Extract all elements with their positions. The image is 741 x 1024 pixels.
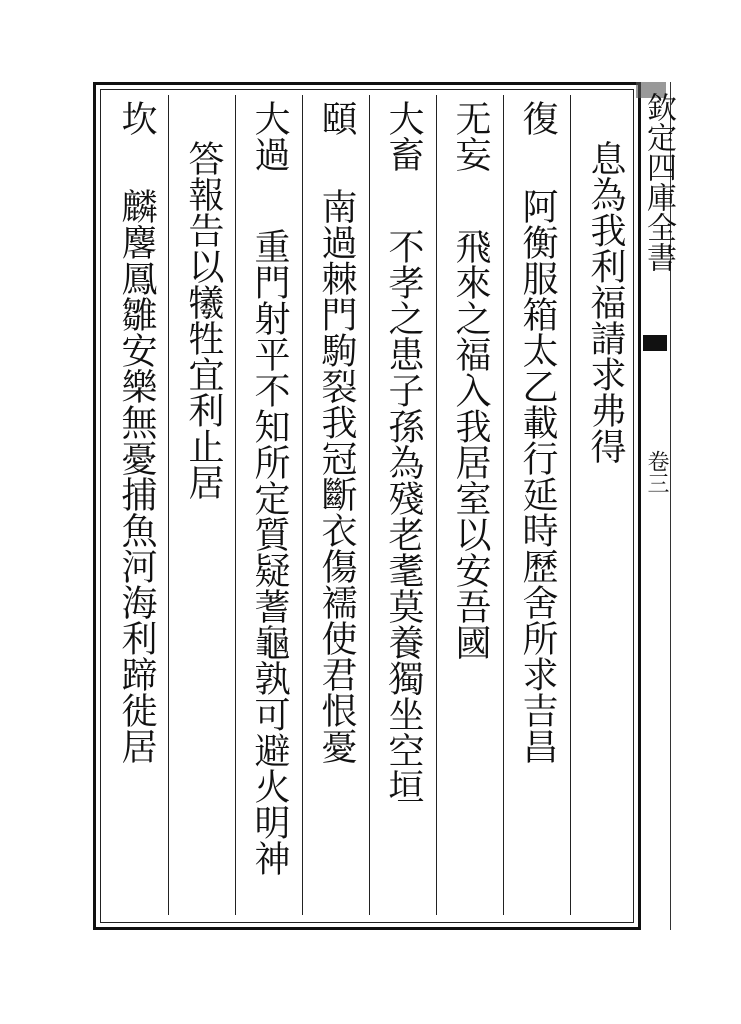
text-column-2-verse: [515, 188, 559, 764]
text-column-1: [583, 140, 627, 464]
column-rule: [302, 95, 303, 915]
text-column-5-verse: [314, 188, 358, 764]
verse-text: 重門射平不知所定質疑蓍龜孰可避火明神: [249, 228, 290, 876]
text-column-8-verse: [114, 188, 158, 764]
verse-text: 息為我利福請求弗得: [585, 140, 626, 464]
column-rule: [570, 95, 571, 915]
verse-text: 答報告以犧牲宜利止居: [183, 140, 224, 500]
column-rule: [503, 95, 504, 915]
text-column-6-verse: [247, 228, 291, 876]
verse-text: 麟麐鳳雛安樂無憂捕魚河海利蹄徙居: [116, 188, 157, 764]
verse-text: 阿衡服箱太乙載行延時歷舍所求吉昌: [517, 188, 558, 764]
hexagram-name: 无妄: [450, 100, 491, 172]
text-column-4: [381, 100, 425, 172]
text-column-2: [515, 100, 559, 136]
hexagram-name: 坎: [116, 100, 157, 136]
text-column-6: [247, 100, 291, 172]
fishtail-mark-icon: [643, 335, 667, 351]
hexagram-name: 頤: [316, 100, 357, 136]
column-rule: [436, 95, 437, 915]
column-rule: [235, 95, 236, 915]
verse-text: 飛來之福入我居室以安吾國: [450, 228, 491, 660]
text-column-5: [314, 100, 358, 136]
column-rule: [168, 95, 169, 915]
text-column-7: [181, 140, 225, 500]
hexagram-name: 大過: [249, 100, 290, 172]
text-column-3-verse: [448, 228, 492, 660]
hexagram-name: 大畜: [383, 100, 424, 172]
column-rule: [369, 95, 370, 915]
text-column-4-verse: [381, 228, 425, 804]
volume-label: 卷三: [644, 450, 669, 494]
text-column-8: [114, 100, 158, 136]
margin-title: 欽定四庫全書: [641, 92, 676, 272]
verse-text: 不孝之患子孫為殘老耄莫養獨坐空垣: [383, 228, 424, 804]
text-column-3: [448, 100, 492, 172]
hexagram-name: 復: [517, 100, 558, 136]
verse-text: 南過棘門駒裂我冠斷衣傷襦使君恨憂: [316, 188, 357, 764]
